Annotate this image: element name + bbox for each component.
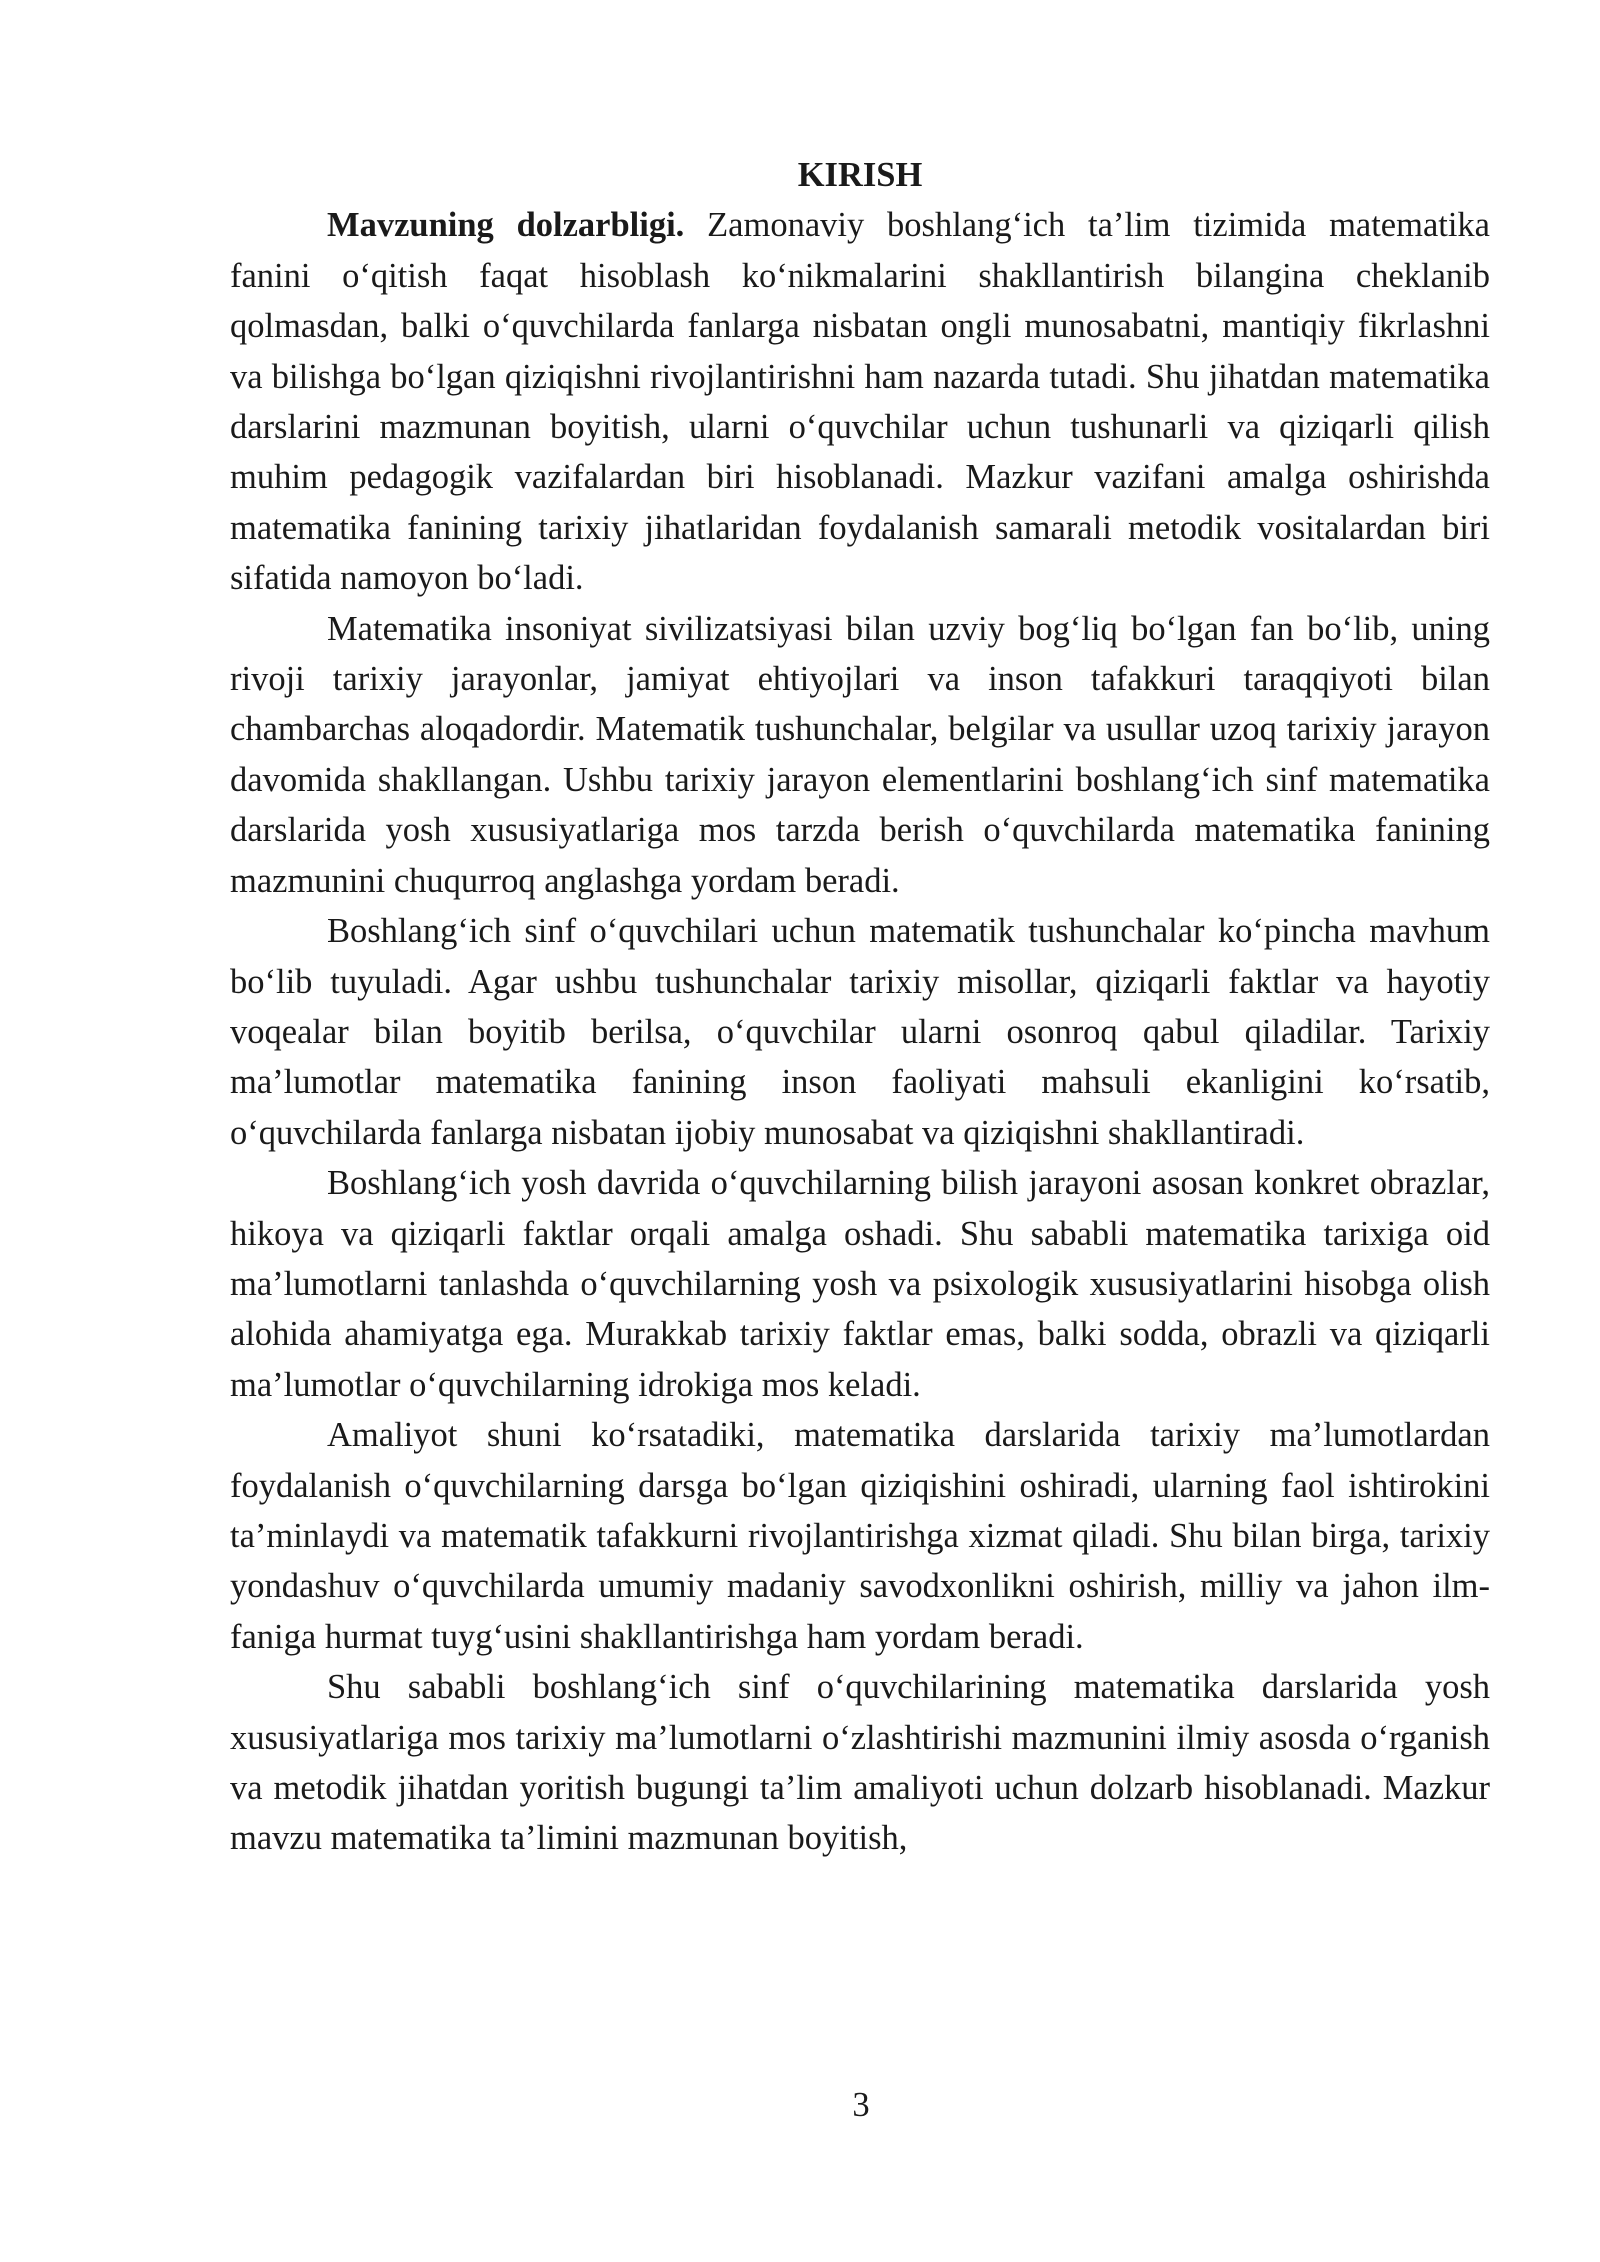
paragraph-2: Matematika insoniyat sivilizatsiyasi bilan uzviy bog‘liq bo‘lgan fan bo‘lib, uning rivoji tarixiy jarayonlar, jamiyat ehtiyojlari va inson tafakkuri taraqqiyoti bilan chambarchas aloqadordir. Matematik tushunchalar, belgilar va usullar uzoq tarixiy jarayon davomida shakllangan. Ushbu tarixiy jarayon elementlarini boshlang‘ich sinf matematika darslarida yosh xususiyatlariga mos tarzda berish o‘quvchilarda matematika fanining mazmunini chuqurroq anglashga yordam beradi.	[230, 609, 1490, 900]
paragraph-4: Boshlang‘ich yosh davrida o‘quvchilarning bilish jarayoni asosan konkret obrazlar, hikoya va qiziqarli faktlar orqali amalga oshadi. Shu sababli matematika tarixiga oid ma’lumotlarni tanlashda o‘quvchilarning yosh va psixologik xususiyatlarini hisobga olish alohida ahamiyatga ega. Murakkab tarixiy faktlar emas, balki sodda, obrazli va qiziqarli ma’lumotlar o‘quvchilarning idrokiga mos keladi.	[230, 1164, 1490, 1404]
paragraph-3: Boshlang‘ich sinf o‘quvchilari uchun matematik tushunchalar ko‘pincha mavhum bo‘lib tuyuladi. Agar ushbu tushunchalar tarixiy misollar, qiziqarli faktlar va hayotiy voqealar bilan boyitib berilsa, o‘quvchilar ularni osonroq qabul qiladilar. Tarixiy ma’lumotlar matematika fanining inson faoliyati mahsuli ekanligini ko‘rsatib, o‘quvchilarda fanlarga nisbatan ijobiy munosabat va qiziqishni shakllantiradi.	[230, 912, 1490, 1152]
paragraph-5: Amaliyot shuni ko‘rsatadiki, matematika darslarida tarixiy ma’lumotlardan foydalanish o‘quvchilarning darsga bo‘lgan qiziqishini oshiradi, ularning faol ishtirokini ta’minlaydi va matematik tafakkurni rivojlantirishga xizmat qiladi. Shu bilan birga, tarixiy yondashuv o‘quvchilarda umumiy madaniy savodxonlikni oshirish, milliy va jahon ilm-faniga hurmat tuyg‘usini shakllantirishga ham yordam beradi.	[230, 1416, 1490, 1656]
paragraph-1-text: Zamonaviy boshlang‘ich ta’lim tizimida matematika fanini o‘qitish faqat hisoblash ko‘nikmalarini shakllantirish bilangina cheklanib qolmasdan, balki o‘quvchilarda fanlarga nisbatan ongli munosabatni, mantiqiy fikrlashni va bilishga bo‘lgan qiziqishni rivojlantirishni ham nazarda tutadi. Shu jihatdan matematika darslarini mazmunan boyitish, ularni o‘quvchilar uchun tushunarli va qiziqarli qilish muhim pedagogik vazifalardan biri hisoblanadi. Mazkur vazifani amalga oshirishda matematika fanining tarixiy jihatlaridan foydalanish samarali metodik vositalardan biri sifatida namoyon bo‘ladi.	[230, 206, 1490, 598]
page-number: 3	[852, 2086, 870, 2124]
paragraph-6: Shu sababli boshlang‘ich sinf o‘quvchilarining matematika darslarida yosh xususiyatlariga mos tarixiy ma’lumotlarni o‘zlashtirishi mazmunini ilmiy asosda o‘rganish va metodik jihatdan yoritish bugungi ta’lim amaliyoti uchun dolzarb hisoblanadi. Mazkur mavzu matematika ta’limini mazmunan boyitish,	[230, 1668, 1490, 1858]
lead-term: Mavzuning dolzarbligi.	[327, 206, 685, 245]
document-page	[230, 150, 1490, 1864]
section-title: KIRISH	[797, 156, 923, 194]
paragraph-1	[230, 200, 1490, 603]
